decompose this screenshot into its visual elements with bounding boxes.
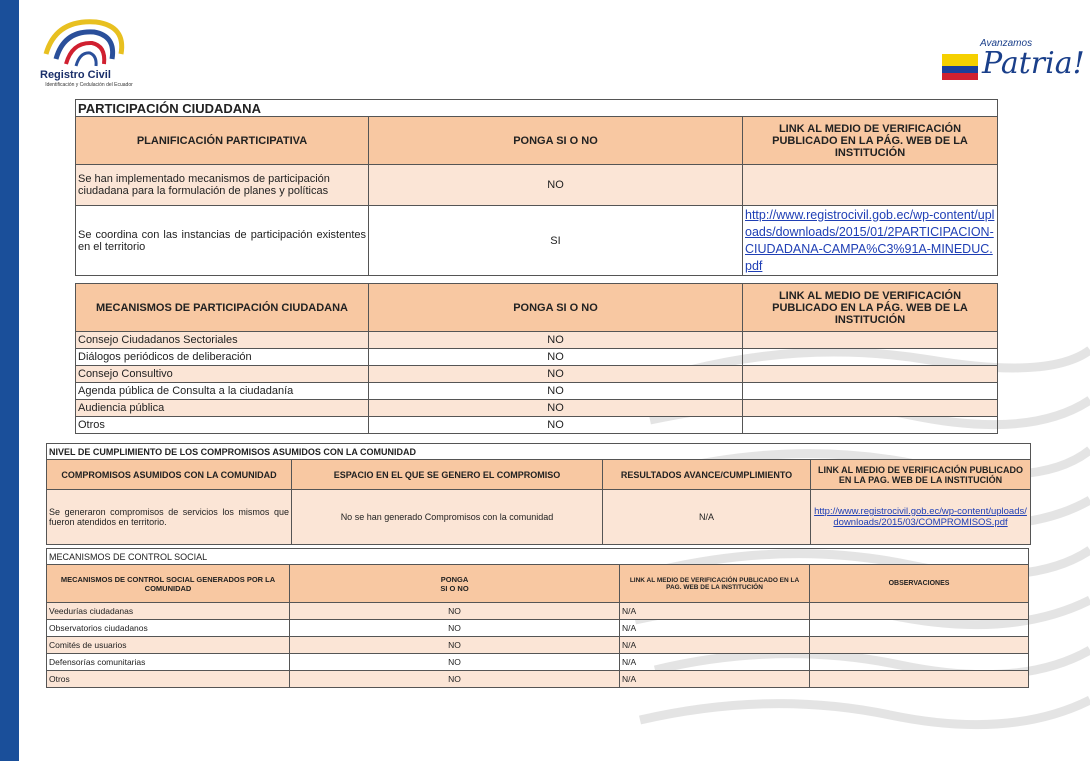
control-value: NO	[290, 603, 620, 620]
coordina-row-text: Se coordina con las instancias de participación existentes en el territorio	[76, 206, 369, 276]
header-link: LINK AL MEDIO DE VERIFICACIÓN PUBLICADO EN LA PÁG. WEB DE LA INSTITUCIÓN	[743, 284, 998, 332]
header-observaciones: OBSERVACIONES	[810, 565, 1029, 603]
mecanismo-name: Consejo Consultivo	[76, 366, 369, 383]
registro-civil-subtitle: Identificación y Cedulación del Ecuador	[45, 82, 133, 88]
header-ponga-line2: SI O NO	[440, 583, 469, 593]
fingerprint-icon	[26, 14, 136, 72]
control-value: NO	[290, 620, 620, 637]
control-obs	[810, 671, 1029, 688]
header-ponga	[290, 565, 620, 603]
header-ponga: PONGA SI O NO	[369, 117, 743, 165]
planificacion-row-link	[743, 165, 998, 206]
header-resultados: RESULTADOS AVANCE/CUMPLIMIENTO	[603, 460, 811, 490]
section4-title: MECANISMOS DE CONTROL SOCIAL	[47, 549, 1029, 565]
mecanismo-name: Audiencia pública	[76, 400, 369, 417]
compromiso-resultado: N/A	[603, 490, 811, 545]
coordina-row-value: SI	[369, 206, 743, 276]
mecanismo-link	[743, 400, 998, 417]
header-link: LINK AL MEDIO DE VERIFICACIÓN PUBLICADO EN LA PAG. WEB DE LA INSTITUCIÓN	[811, 460, 1031, 490]
control-link: N/A	[620, 620, 810, 637]
header-control-social: MECANISMOS DE CONTROL SOCIAL GENERADOS POR LA COMUNIDAD	[47, 565, 290, 603]
planificacion-row-text: Se han implementado mecanismos de participación ciudadana para la formulación de planes y políticas	[76, 165, 369, 206]
left-accent-bar	[0, 0, 19, 761]
compromisos-verification-link[interactable]: http://www.registrocivil.gob.ec/wp-content/uploads/downloads/2015/03/COMPROMISOS.pdf	[811, 490, 1031, 545]
coordina-verification-link[interactable]: http://www.registrocivil.gob.ec/wp-content/uploads/downloads/2015/01/2PARTICIPACION-CIUDADANA-CAMPA%C3%91A-MINEDUC.pdf	[743, 206, 998, 276]
mecanismo-value: NO	[369, 366, 743, 383]
mecanismos-participacion-table	[75, 283, 998, 434]
planificacion-row-value: NO	[369, 165, 743, 206]
patria-wordmark: Patria!	[982, 46, 1085, 81]
mecanismo-name: Diálogos periódicos de deliberación	[76, 349, 369, 366]
control-obs	[810, 620, 1029, 637]
mecanismo-link	[743, 417, 998, 434]
mecanismo-value: NO	[369, 383, 743, 400]
control-obs	[810, 603, 1029, 620]
mecanismo-link	[743, 383, 998, 400]
control-link: N/A	[620, 637, 810, 654]
mecanismo-value: NO	[369, 332, 743, 349]
control-name: Observatorios ciudadanos	[47, 620, 290, 637]
header-ponga-line1: PONGA	[440, 574, 469, 584]
control-value: NO	[290, 654, 620, 671]
control-name: Veedurías ciudadanas	[47, 603, 290, 620]
control-link: N/A	[620, 654, 810, 671]
mecanismo-value: NO	[369, 417, 743, 434]
control-link: N/A	[620, 603, 810, 620]
planificacion-table	[75, 99, 998, 276]
mecanismo-value: NO	[369, 400, 743, 417]
control-value: NO	[290, 671, 620, 688]
compromiso-text: Se generaron compromisos de servicios los mismos que fueron atendidos en territorio.	[47, 490, 292, 545]
control-social-table	[46, 548, 1029, 688]
section3-title: NIVEL DE CUMPLIMIENTO DE LOS COMPROMISOS ASUMIDOS CON LA COMUNIDAD	[47, 444, 1031, 460]
header-mecanismos: MECANISMOS DE PARTICIPACIÓN CIUDADANA	[76, 284, 369, 332]
header-planificacion: PLANIFICACIÓN PARTICIPATIVA	[76, 117, 369, 165]
compromisos-table	[46, 443, 1031, 545]
mecanismo-name: Otros	[76, 417, 369, 434]
compromiso-espacio: No se han generado Compromisos con la comunidad	[292, 490, 603, 545]
section1-title: PARTICIPACIÓN CIUDADANA	[76, 100, 998, 117]
mecanismo-link	[743, 349, 998, 366]
mecanismo-name: Consejo Ciudadanos Sectoriales	[76, 332, 369, 349]
control-obs	[810, 637, 1029, 654]
header-link: LINK AL MEDIO DE VERIFICACIÓN PUBLICADO EN LA PAG. WEB DE LA INSTITUCIÓN	[620, 565, 810, 603]
control-link: N/A	[620, 671, 810, 688]
control-name: Otros	[47, 671, 290, 688]
registro-civil-logo	[26, 14, 136, 94]
header-espacio: ESPACIO EN EL QUE SE GENERO EL COMPROMISO	[292, 460, 603, 490]
header-compromisos: COMPROMISOS ASUMIDOS CON LA COMUNIDAD	[47, 460, 292, 490]
control-obs	[810, 654, 1029, 671]
header-link: LINK AL MEDIO DE VERIFICACIÓN PUBLICADO EN LA PÁG. WEB DE LA INSTITUCIÓN	[743, 117, 998, 165]
mecanismo-link	[743, 332, 998, 349]
patria-logo	[940, 38, 1085, 88]
control-value: NO	[290, 637, 620, 654]
registro-civil-title: Registro Civil	[40, 69, 111, 81]
mecanismo-value: NO	[369, 349, 743, 366]
control-name: Comités de usuarios	[47, 637, 290, 654]
flag-icon	[940, 50, 980, 90]
mecanismo-name: Agenda pública de Consulta a la ciudadanía	[76, 383, 369, 400]
patria-tagline: Avanzamos	[980, 38, 1033, 49]
header-ponga: PONGA SI O NO	[369, 284, 743, 332]
mecanismo-link	[743, 366, 998, 383]
control-name: Defensorías comunitarias	[47, 654, 290, 671]
